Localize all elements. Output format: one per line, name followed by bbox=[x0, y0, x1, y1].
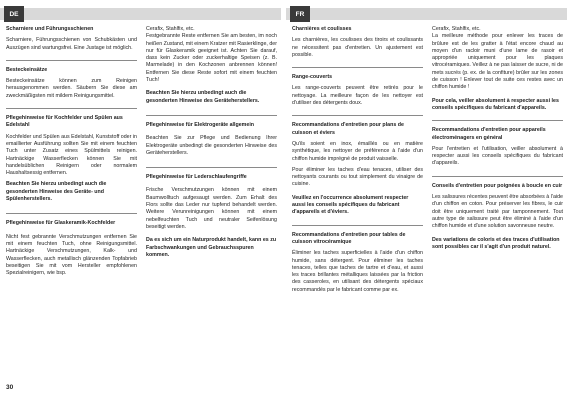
page-number: 30 bbox=[6, 384, 14, 391]
heading-hinges: Scharniere und Führungsschienen bbox=[6, 26, 94, 32]
text-water-stains: Pour éliminer les taches d'eau tenaces, utiliser des nettoyants courants ou tout simplement du vinaigre de cuisine. bbox=[292, 166, 423, 188]
fr-column-2 bbox=[432, 26, 563, 251]
text-hinges: Scharniere, Führungsschienen von Schubkästen und Auszügen sind wartungsfrei. Eine Justage ist möglich. bbox=[6, 37, 137, 51]
note-leather-handles: Da es sich um ein Naturprodukt handelt, kann es zu Farbschwankungen und Gebrauchsspuren kommen. bbox=[146, 237, 277, 258]
heading-leather-handles: Pflegehinweise für Lederschlaufengriffe bbox=[146, 174, 247, 181]
heading-appliances: Recommandations d'entretien pour appareils électroménagers en général bbox=[432, 127, 546, 141]
text-ceramic-hobs: Nicht fest gebrannte Verschmutzungen entfernen Sie mit einem feuchten Tuch, ohne Reinigungsmittel. Hartnäckige Verschmutzungen, Kalk- und Wasserflecken, auch metallisch glänzenden Topfabrieb beseitigen Sie mit vom Hersteller empfohlenen Spezialreinigern, wie bsp. bbox=[6, 233, 137, 277]
fr-column-1 bbox=[292, 26, 423, 294]
text-cerafix: Cerafix, Stahlfix, etc. bbox=[432, 26, 481, 32]
text-appliances: Beachten Sie zur Pflege und Bedienung Ihrer Elektrogeräte unbedingt die gesonderten Hinweise des Geräteherstellers. bbox=[146, 135, 277, 156]
note-manufacturer: Beachten Sie hierzu unbedingt auch die gesonderten Hinweise des Geräteherstellers. bbox=[146, 90, 260, 104]
text-appliances: Pour l'entretien et l'utilisation, veiller absolument à respecter aussi les conseils spécifiques du fabricant d'appareils. bbox=[432, 145, 563, 167]
heading-ceramic-hobs: Pflegehinweise für Glaskeramik-Kochfelder bbox=[6, 220, 116, 227]
text-burnt-residue: La meilleure méthode pour enlever les traces de brûlure est de les gratter à l'état encore chaud au moyen d'un racloir muni d'une lame de rasoir et appropriée uniquement pour les plaques vitrocéramiques. Veillez à ne pas laisser de sucre, ni de mets sucrés (p. ex. de la confiture) brûler sur les zones de cuisson ! Enlever tout de suite ces restes avec un chiffon humide ! bbox=[432, 33, 563, 91]
heading-cutlery: Besteckeinsätze bbox=[6, 66, 48, 73]
heading-steel-hobs: Recommandations d'entretien pour plans de cuisson et éviers bbox=[292, 122, 404, 136]
heading-ceramic-hobs: Recommandations d'entretien pour tables de cuisson vitrocéramique bbox=[292, 231, 406, 245]
de-column-1 bbox=[6, 26, 137, 277]
language-tab-de: DE bbox=[4, 6, 24, 22]
heading-cutlery: Range-couverts bbox=[292, 74, 333, 81]
note-steel-hobs: Veuillez en l'occurrence absolument respecter aussi les conseils spécifiques du fabricant d'appareils et d'éviers. bbox=[292, 194, 409, 216]
text-leather-handles: Les salissures récentes peuvent être absorbées à l'aide d'un chiffon en coton. Pour préserver les fibres, le cuir doit être uniquement traité par tamponnement. Tout autre type de salissure peut être éliminé à l'aide d'un chiffon humide et d'une solution savonneuse neutre. bbox=[432, 194, 563, 230]
heading-appliances: Pflegehinweise für Elektrogeräte allgemein bbox=[146, 121, 255, 128]
page-french bbox=[286, 0, 567, 400]
text-cutlery: Besteckeinsätze können zum Reinigen herausgenommen werden. Säubern Sie diese am zweckmäßigsten mit mildem Reinigungsmittel. bbox=[6, 78, 137, 99]
header-bar bbox=[0, 8, 281, 20]
note-leather-handles: Des variations de coloris et des traces d'utilisation sont possibles car il s'agit d'un produit naturel. bbox=[432, 236, 560, 250]
header-bar bbox=[286, 8, 567, 20]
note-manufacturer: Pour cela, veiller absolument à respecter aussi les conseils spécifiques du fabricant d'appareils. bbox=[432, 97, 559, 111]
text-hinges: Les charnières, les coulisses des tiroirs et coulissants ne nécessitent pas d'entretien. Un ajustement est possible. bbox=[292, 37, 423, 58]
de-column-2 bbox=[146, 26, 277, 259]
text-ceramic-hobs: Éliminer les taches superficielles à l'aide d'un chiffon humide, sans détergent. Pour éliminer les taches tenaces, telles que taches de tartre et d'eau, et aussi les traces brillantes métalliques laissées par la friction des casseroles, en utilisant des détergents spéciaux recommandés par le fabricant comme par ex. bbox=[292, 250, 423, 293]
text-cerafix: Cerafix, Stahlfix, etc. bbox=[146, 26, 195, 32]
heading-hinges: Charnières et coulisses bbox=[292, 26, 352, 32]
text-cutlery: Les range-couverts peuvent être retirés pour le nettoyage. La meilleure façon de les nettoyer est d'utiliser des détergents doux. bbox=[292, 85, 423, 107]
heading-leather-handles: Conseils d'entretien pour poignées à boucle en cuir bbox=[432, 182, 563, 189]
language-tab-fr: FR bbox=[290, 6, 310, 22]
page-german bbox=[0, 0, 281, 400]
text-burnt-residue: Festgebrannte Reste entfernen Sie am besten, im noch heißen Zustand, mit einem Kratzer mit Rasierklinge, der nur für Glaskeramik geeignet ist. Achten Sie darauf, dass kein Zucker oder zuckerhaltige Speisen (z. B. Marmelade) in den Kochzonen anbrennen können! Entfernen Sie diese Reste sofort mit einem feuchten Tuch! bbox=[146, 33, 278, 84]
text-steel-hobs: Kochfelder und Spülen aus Edelstahl, Kunststoff oder in emaillierter Ausführung sollten Sie mit einem feuchten Tuch unter Zusatz eines Spülmittels reinigen. Hartnäckige Wasserflecken können Sie mit handelsüblichen Reinigern oder normalem Haushaltsessig entfernen. bbox=[6, 133, 137, 177]
text-leather-handles: Frische Verschmutzungen können mit einem Baumwolltuch aufgesaugt werden. Zum Erhalt des Flors sollte das Leder nur tupfend behandelt werden. Weitere Verunreinigungen können mit einem nebelfeuchten Tuch und neutraler Seifenlösung beseitigt werden. bbox=[146, 187, 277, 230]
note-steel-hobs: Beachten Sie hierzu unbedingt auch die gesonderten Hinweise des Geräte- und Spülenherstellers. bbox=[6, 181, 107, 203]
text-steel-hobs: Qu'ils soient en inox, émaillés ou en matière synthétique, les nettoyer de préférence à l'aide d'un chiffon humide imprégné de produit vaisselle. bbox=[292, 140, 423, 162]
heading-steel-hobs: Pflegehinweise für Kochfelder und Spülen aus Edelstahl bbox=[6, 115, 123, 129]
